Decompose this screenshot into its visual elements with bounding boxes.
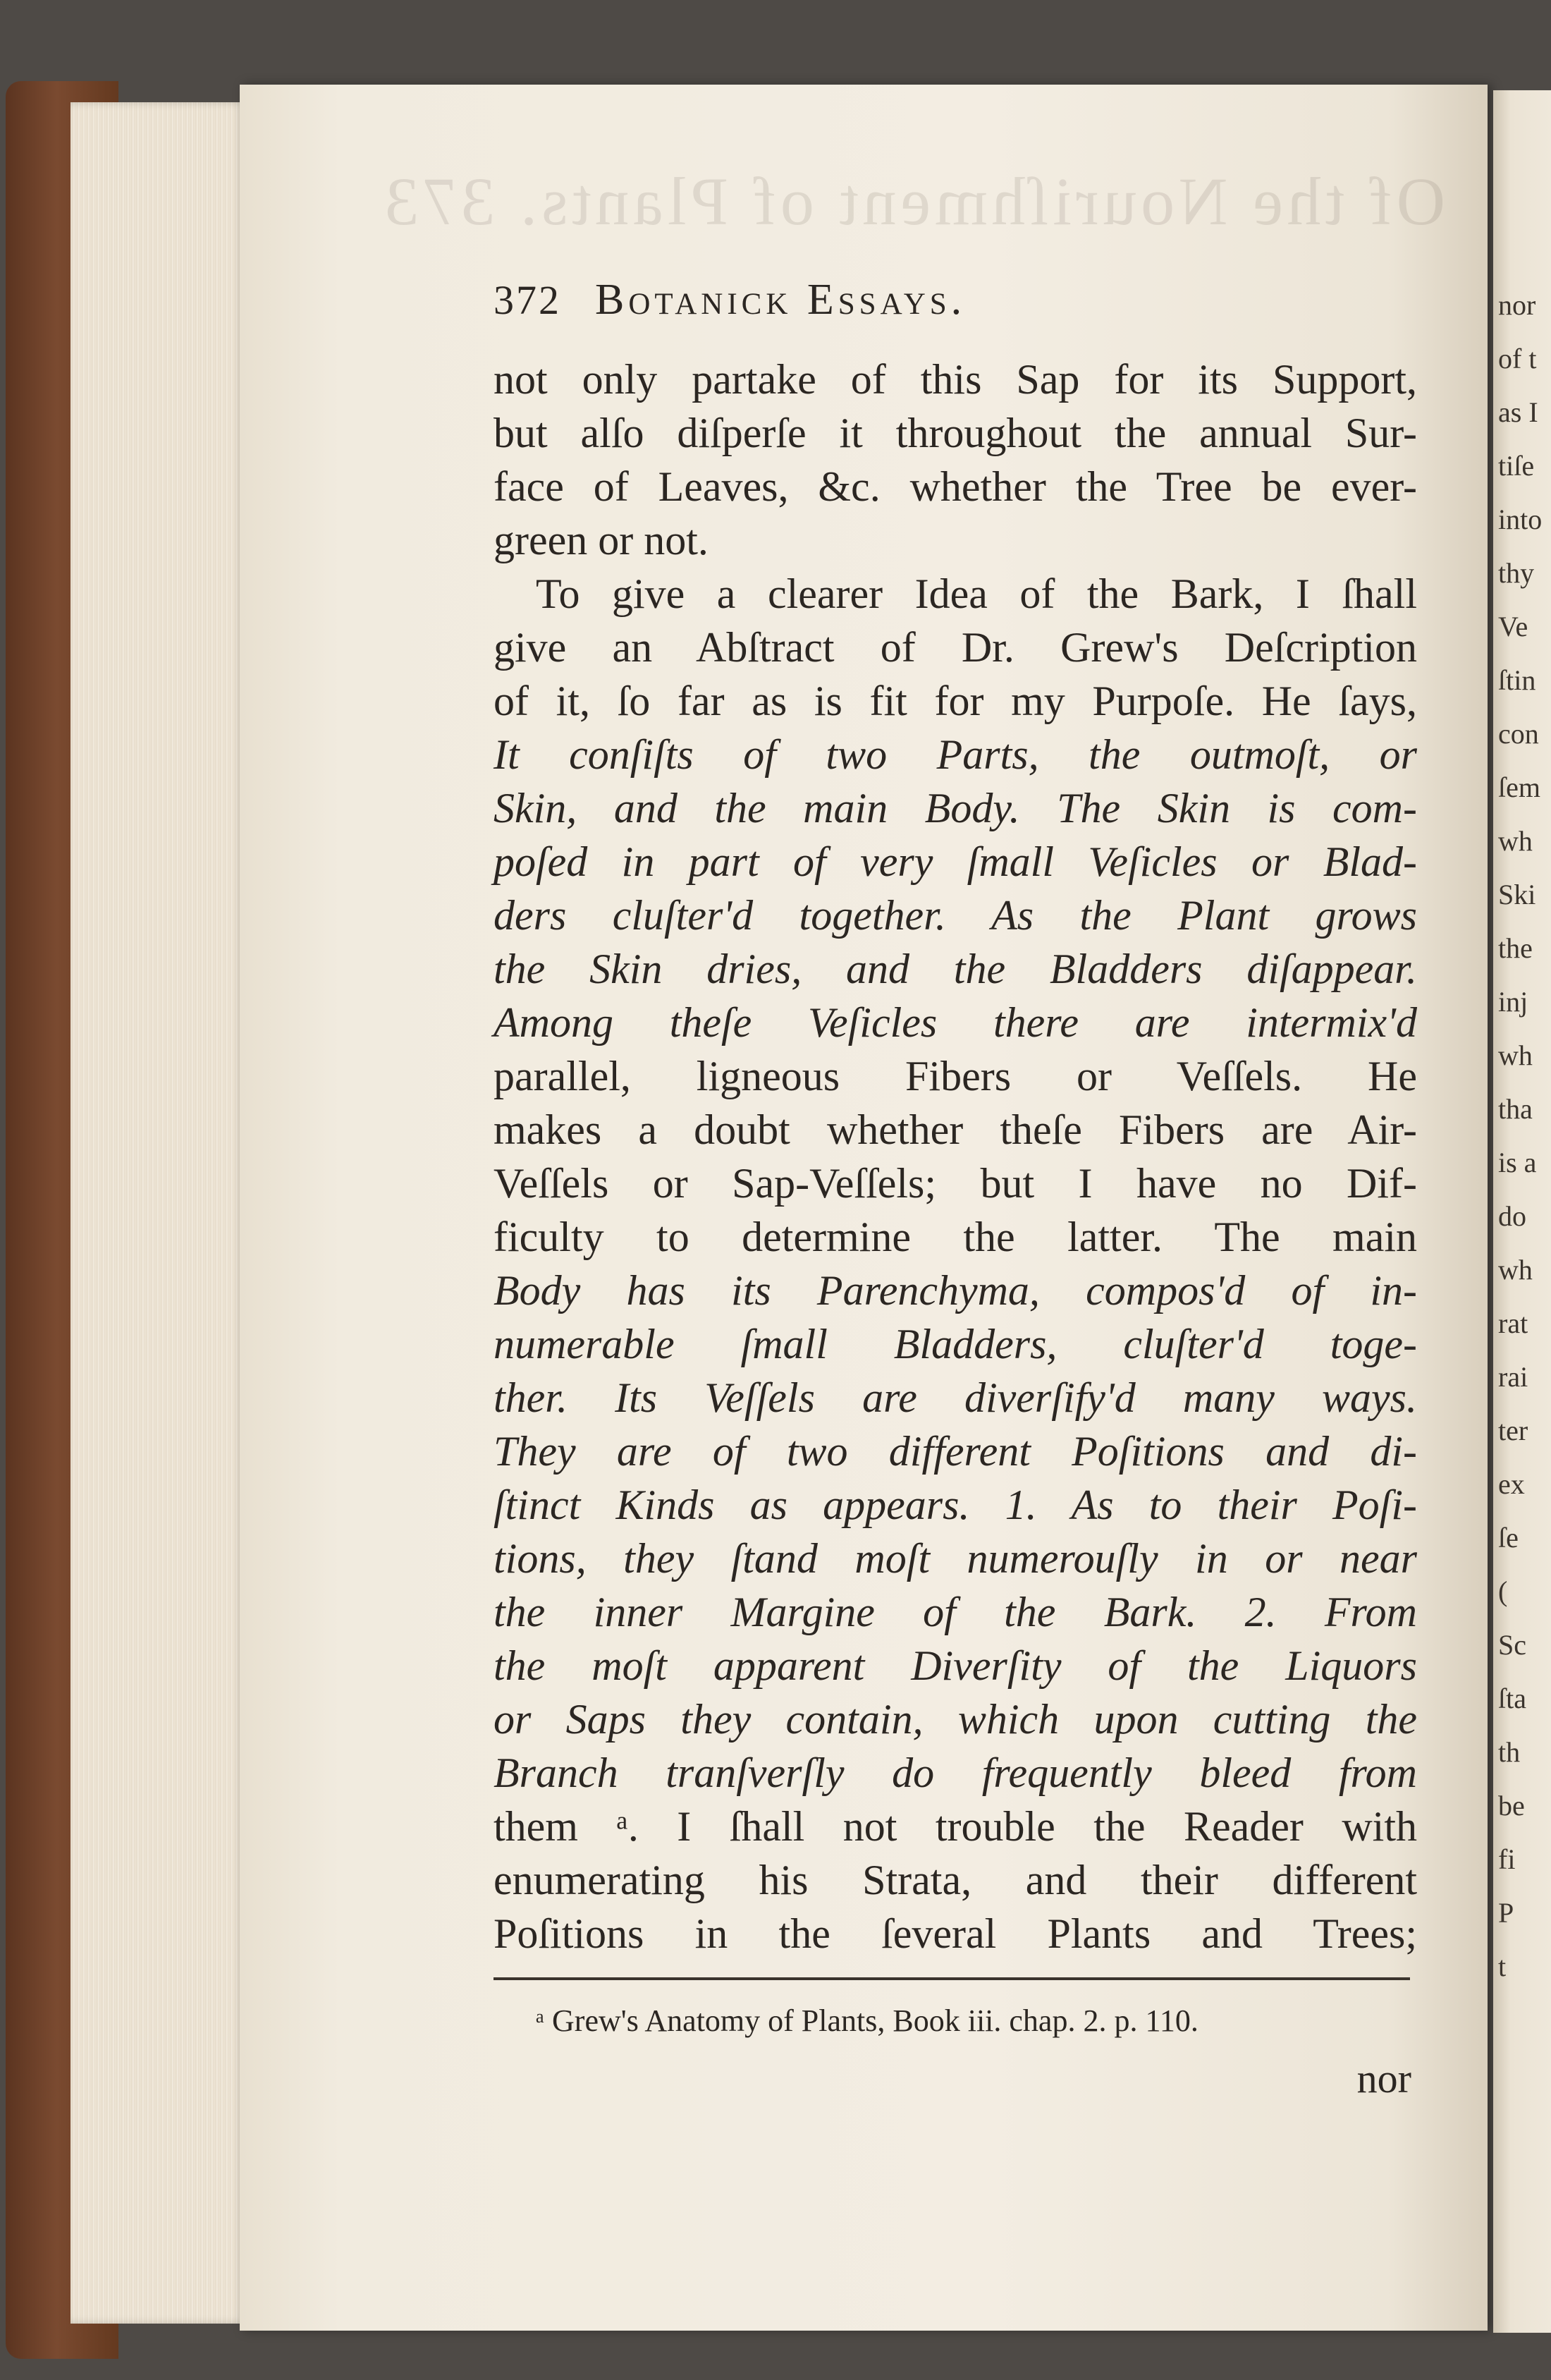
facing-page-fragment: rai — [1498, 1361, 1528, 1393]
text-line: ders cluſter'd together. As the Plant grows — [494, 892, 1417, 939]
text-line: of it, ſo far as is fit for my Purpoſe. He ſays, — [494, 678, 1417, 724]
facing-page-fragment: con — [1498, 718, 1539, 750]
footnote: ᵃ Grew's Anatomy of Plants, Book iii. chap. 2. p. 110. — [536, 2003, 1198, 2038]
facing-page-fragment: nor — [1498, 289, 1536, 321]
text-line: They are of two different Poſitions and di- — [494, 1428, 1417, 1475]
text-line: poſed in part of very ſmall Veſicles or Blad- — [494, 838, 1417, 885]
facing-page-fragment: the — [1498, 932, 1533, 964]
facing-page-fragment: Ski — [1498, 879, 1536, 910]
facing-page-fragment: wh — [1498, 1254, 1533, 1286]
facing-page-fragment: ſem — [1498, 771, 1540, 803]
facing-page-fragment: inj — [1498, 986, 1528, 1018]
page-edges — [70, 102, 247, 2324]
facing-page-text-fragments — [1498, 279, 1551, 1994]
page-text-block — [494, 275, 1417, 2102]
text-line: green or not. — [494, 517, 709, 563]
text-line: or Saps they contain, which upon cutting the — [494, 1696, 1417, 1743]
text-line: Skin, and the main Body. The Skin is com- — [494, 785, 1417, 831]
text-line: the Skin dries, and the Bladders diſappear. — [494, 946, 1417, 992]
facing-page-fragment: ſta — [1498, 1683, 1526, 1714]
text-line: ficulty to determine the latter. The main — [494, 1214, 1417, 1260]
text-line: makes a doubt whether theſe Fibers are Air- — [494, 1106, 1417, 1153]
facing-page-fragment: Ve — [1498, 611, 1528, 642]
catchword: nor — [1356, 2056, 1411, 2101]
text-line: ſtinct Kinds as appears. 1. As to their Poſi- — [494, 1482, 1417, 1528]
facing-page-fragment: ter — [1498, 1415, 1528, 1446]
body-text — [494, 353, 1417, 1960]
text-line: ther. Its Veſſels are diverſify'd many ways. — [494, 1374, 1417, 1421]
text-line: It conſiſts of two Parts, the outmoſt, or — [494, 731, 1417, 778]
facing-page-fragment: of t — [1498, 343, 1537, 374]
facing-page-fragment: rat — [1498, 1307, 1528, 1339]
text-line: numerable ſmall Bladders, cluſter'd toge- — [494, 1321, 1417, 1367]
facing-page-fragment: wh — [1498, 825, 1533, 857]
page-header — [494, 275, 1417, 353]
facing-page-fragment: fi — [1498, 1843, 1516, 1875]
facing-page-fragment: be — [1498, 1790, 1525, 1821]
facing-page-fragment: ſtin — [1498, 664, 1536, 696]
page-number: 372 — [494, 277, 561, 323]
text-line: not only partake of this Sap for its Support, — [494, 356, 1417, 403]
text-line: tions, they ſtand moſt numerouſly in or near — [494, 1535, 1417, 1582]
facing-page-fragment: tha — [1498, 1093, 1533, 1125]
text-line: parallel, ligneous Fibers or Veſſels. He — [494, 1053, 1417, 1099]
facing-page-fragment: into — [1498, 504, 1543, 535]
text-line: the moſt apparent Diverſity of the Liquors — [494, 1642, 1417, 1689]
facing-page-fragment: t — [1498, 1951, 1507, 1982]
text-line: the inner Margine of the Bark. 2. From — [494, 1589, 1417, 1635]
text-line: Poſitions in the ſeveral Plants and Trees; — [494, 1910, 1417, 1957]
text-line: but alſo diſperſe it throughout the annual Sur- — [494, 410, 1417, 456]
text-line: enumerating his Strata, and their different — [494, 1857, 1417, 1903]
text-line: Veſſels or Sap-Veſſels; but I have no Dif- — [494, 1160, 1417, 1207]
facing-page-fragment: do — [1498, 1200, 1526, 1232]
text-line: Among theſe Veſicles there are intermix'd — [494, 999, 1417, 1046]
text-line: To give a clearer Idea of the Bark, I ſhall — [536, 570, 1417, 617]
facing-page-fragment: th — [1498, 1736, 1521, 1768]
text-line: Body has its Parenchyma, compos'd of in- — [494, 1267, 1417, 1314]
facing-page-fragment: is a — [1498, 1147, 1537, 1178]
facing-page-fragment: as I — [1498, 396, 1538, 428]
facing-page-fragment: thy — [1498, 557, 1535, 589]
facing-page-fragment: wh — [1498, 1039, 1533, 1071]
running-title: Botanick Essays. — [595, 276, 967, 324]
facing-page-fragment: ſe — [1498, 1522, 1519, 1554]
footnote-rule — [494, 1977, 1410, 1980]
facing-page-fragment: ex — [1498, 1468, 1525, 1500]
facing-page-fragment: Sc — [1498, 1629, 1526, 1661]
text-line: give an Abſtract of Dr. Grew's Deſcription — [494, 624, 1417, 671]
text-line: face of Leaves, &c. whether the Tree be ever- — [494, 463, 1417, 510]
text-line: Branch tranſverſly do frequently bleed from — [494, 1750, 1417, 1796]
text-line: them ᵃ. I ſhall not trouble the Reader with — [494, 1803, 1417, 1850]
facing-page-fragment: ( — [1498, 1575, 1508, 1607]
facing-page-fragment: tiſe — [1498, 450, 1535, 482]
facing-page-fragment: P — [1498, 1897, 1514, 1929]
